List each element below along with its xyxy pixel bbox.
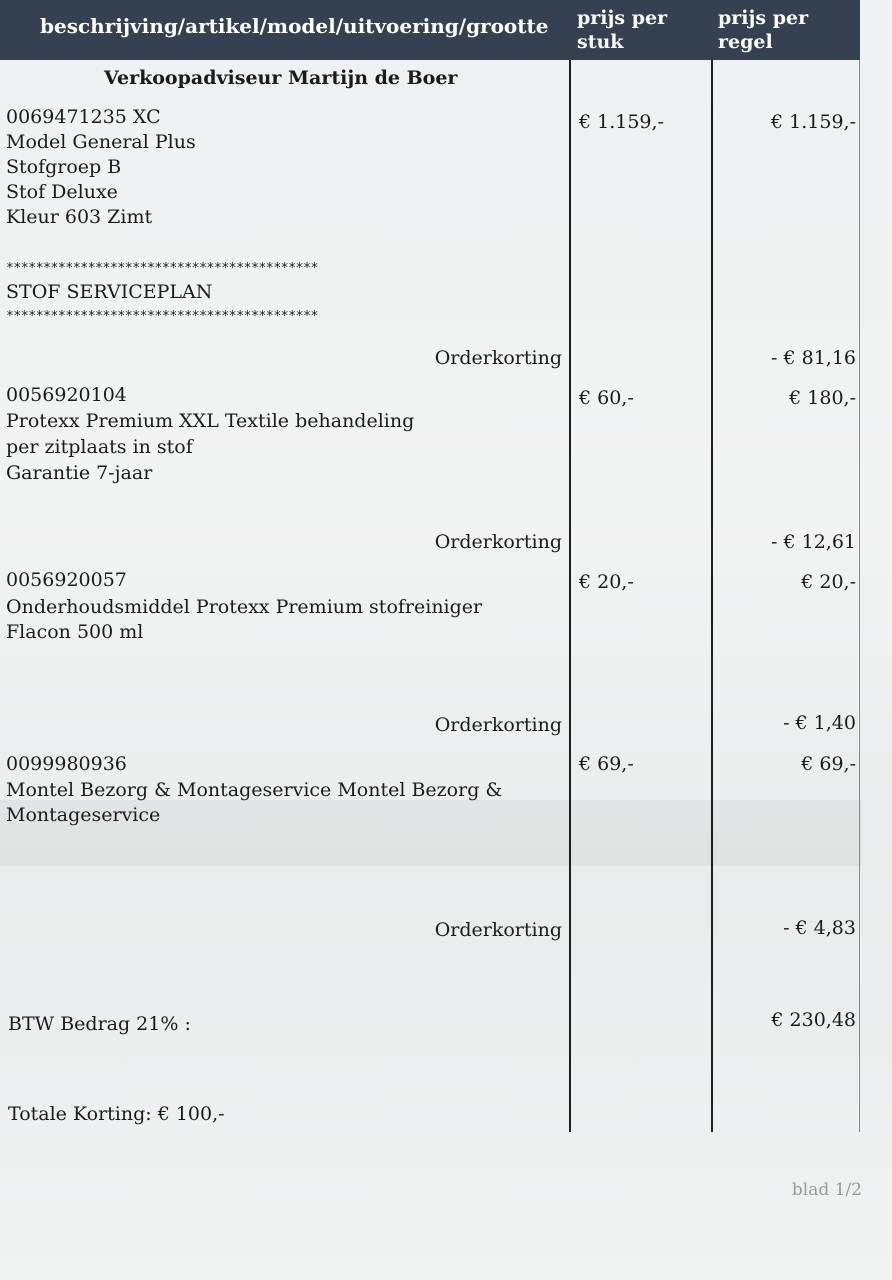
serviceplan-label: STOF SERVICEPLAN xyxy=(6,281,213,303)
column-divider-2 xyxy=(711,60,713,1132)
item-3-line-2: Onderhoudsmiddel Protexx Premium stofreiniger xyxy=(6,596,483,618)
item-3-unit-price: € 20,- xyxy=(579,571,634,593)
item-4-line-1: 0099980936 xyxy=(6,753,127,775)
header-description: beschrijving/artikel/model/uitvoering/grootte xyxy=(40,14,549,38)
table-header xyxy=(0,0,860,60)
item-4-line-3: Montageservice xyxy=(6,804,161,826)
item-4-unit-price: € 69,- xyxy=(579,753,634,775)
page-number: blad 1/2 xyxy=(791,1180,862,1200)
item-4-line-price: € 69,- xyxy=(801,753,856,775)
item-3-line-3: Flacon 500 ml xyxy=(6,621,144,643)
header-unit-price xyxy=(577,6,667,54)
item-2-line-2: Protexx Premium XXL Textile behandeling xyxy=(6,410,415,432)
item-2-unit-price: € 60,- xyxy=(579,387,634,409)
item-3-line-1: 0056920057 xyxy=(6,569,127,591)
orderkorting-value-3: - € 1,40 xyxy=(783,712,856,734)
btw-value: € 230,48 xyxy=(771,1009,856,1031)
header-unit-price-line2: stuk xyxy=(577,31,624,53)
item-1-line-1: 0069471235 XC xyxy=(6,106,161,128)
item-2-line-4: Garantie 7-jaar xyxy=(6,462,153,484)
column-divider-1 xyxy=(569,60,571,1132)
orderkorting-value-1: - € 81,16 xyxy=(771,347,856,369)
header-line-price-line2: regel xyxy=(718,31,773,53)
orderkorting-label-1: Orderkorting xyxy=(434,347,562,369)
total-discount: Totale Korting: € 100,- xyxy=(8,1103,225,1125)
item-1-line-2: Model General Plus xyxy=(6,131,196,153)
item-2-line-1: 0056920104 xyxy=(6,384,127,406)
btw-label: BTW Bedrag 21% : xyxy=(8,1013,191,1035)
orderkorting-label-2: Orderkorting xyxy=(434,531,562,553)
header-line-price-line1: prijs per xyxy=(718,7,809,29)
column-divider-3 xyxy=(859,60,860,1132)
item-1-line-4: Stof Deluxe xyxy=(6,181,118,203)
orderkorting-value-2: - € 12,61 xyxy=(771,531,856,553)
item-4-line-2: Montel Bezorg & Montageservice Montel Bezorg & xyxy=(6,779,503,801)
header-unit-price-line1: prijs per xyxy=(577,7,668,29)
item-1-line-3: Stofgroep B xyxy=(6,156,122,178)
item-2-line-price: € 180,- xyxy=(789,387,856,409)
item-2-line-3: per zitplaats in stof xyxy=(6,436,193,458)
sales-adviser: Verkoopadviseur Martijn de Boer xyxy=(104,67,458,89)
orderkorting-label-4: Orderkorting xyxy=(434,919,562,941)
orderkorting-value-4: - € 4,83 xyxy=(783,917,856,939)
header-line-price xyxy=(718,6,808,54)
item-3-line-price: € 20,- xyxy=(801,571,856,593)
item-1-unit-price: € 1.159,- xyxy=(579,111,664,133)
item-1-line-price: € 1.159,- xyxy=(771,111,856,133)
stars-line-1: ****************************************** xyxy=(6,261,318,276)
item-1-line-5: Kleur 603 Zimt xyxy=(6,206,153,228)
orderkorting-label-3: Orderkorting xyxy=(434,714,562,736)
stars-line-2: ****************************************** xyxy=(6,309,318,324)
